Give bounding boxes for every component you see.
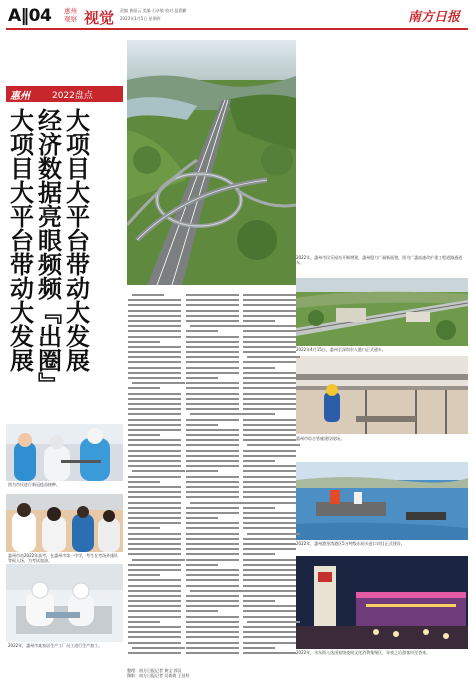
text-line <box>243 491 296 493</box>
text-line <box>128 585 181 587</box>
text-line <box>132 470 185 472</box>
text-line <box>186 299 239 301</box>
text-line <box>186 647 239 649</box>
text-line <box>186 398 239 400</box>
text-line <box>128 367 181 369</box>
text-line <box>186 652 239 654</box>
text-line <box>186 522 239 524</box>
photo-factory <box>6 564 123 642</box>
photo-port-terminal <box>296 462 468 540</box>
text-line <box>128 424 181 426</box>
text-line <box>186 382 239 384</box>
text-line <box>186 403 239 405</box>
text-line <box>132 559 185 561</box>
caption-port-terminal: 2022年，惠州港荃湾港区5万吨级东码头进口项目正式建设。 <box>296 541 405 546</box>
text-line <box>243 502 296 504</box>
text-line <box>186 610 218 612</box>
text-line <box>243 569 296 571</box>
editor-credits: 责编 黄丽云 美编 石卓敏 校对 温恩麒 <box>120 8 187 13</box>
text-line <box>243 574 296 576</box>
text-line <box>243 517 296 519</box>
text-line <box>186 636 239 638</box>
text-line <box>186 527 239 529</box>
text-line <box>128 439 181 441</box>
text-line <box>186 341 239 343</box>
photo-exam <box>6 494 123 552</box>
text-line <box>243 610 296 612</box>
text-line <box>243 387 296 389</box>
text-line <box>243 543 296 545</box>
text-line <box>243 538 296 540</box>
text-line <box>243 382 296 384</box>
text-line <box>128 491 181 493</box>
text-line <box>186 367 239 369</box>
text-line <box>186 356 239 358</box>
text-line <box>243 553 275 555</box>
text-line <box>186 564 218 566</box>
text-line <box>247 621 300 623</box>
photo-utility-tunnel <box>296 356 468 434</box>
photo-vaccination <box>6 424 123 481</box>
text-line <box>186 507 239 509</box>
text-line <box>190 590 243 592</box>
text-line <box>243 325 296 327</box>
text-line <box>186 346 239 348</box>
issue-date: 2023年1月5日 星期四 <box>120 16 161 21</box>
text-line <box>186 450 239 452</box>
text-line <box>243 559 296 561</box>
text-line <box>243 507 275 509</box>
text-line <box>186 496 239 498</box>
text-line <box>243 460 275 462</box>
text-line <box>128 403 181 405</box>
text-line <box>243 450 296 452</box>
caption-utility-tunnel: 惠州市综合管廊建设现场。 <box>296 436 344 441</box>
text-line <box>132 382 185 384</box>
text-line <box>243 320 275 322</box>
text-line <box>128 496 181 498</box>
text-line <box>243 590 296 592</box>
headline-text-1: 大项目大平台带动大发展 <box>5 108 35 372</box>
text-line <box>186 553 239 555</box>
text-line <box>186 616 239 618</box>
text-line <box>243 330 296 332</box>
text-line <box>128 579 181 581</box>
text-line <box>128 419 181 421</box>
text-line <box>243 377 296 379</box>
body-text-column-2 <box>186 294 239 657</box>
text-line <box>128 610 181 612</box>
text-line <box>128 522 181 524</box>
text-line <box>190 325 243 327</box>
text-line <box>247 444 300 446</box>
text-line <box>243 512 296 514</box>
text-line <box>186 424 218 426</box>
byline-photographers: 摄影：南方日报记者 吴倩倩 王昌科 <box>127 673 190 678</box>
text-line <box>132 294 164 296</box>
text-line <box>247 533 300 535</box>
text-line <box>128 444 181 446</box>
main-photo-highway-interchange <box>127 40 296 285</box>
headline-line-2: 经济数据亮眼频频『出圈』 <box>33 108 63 396</box>
text-line <box>186 294 239 296</box>
text-line <box>247 356 300 358</box>
text-line <box>243 548 296 550</box>
text-line <box>243 595 296 597</box>
text-line <box>186 336 239 338</box>
text-line <box>186 377 218 379</box>
text-line <box>186 512 239 514</box>
text-line <box>186 600 239 602</box>
text-line <box>186 320 239 322</box>
headline-line-1-text: 大项目大平台带动大发展 <box>61 108 91 372</box>
text-line <box>243 434 296 436</box>
text-line <box>186 476 239 478</box>
body-text-column-3 <box>243 294 296 657</box>
text-line <box>243 372 296 374</box>
series-label-bar <box>6 86 123 102</box>
text-line <box>128 429 181 431</box>
text-line <box>128 605 181 607</box>
text-line <box>243 564 296 566</box>
text-line <box>128 517 181 519</box>
text-line <box>186 605 239 607</box>
text-line <box>243 481 296 483</box>
text-line <box>128 299 181 301</box>
caption-vaccination: 图为市民进行新冠疫苗接种。 <box>8 482 60 487</box>
section-label-small: 惠州观察 <box>64 7 77 23</box>
text-line <box>243 341 296 343</box>
text-line <box>243 439 296 441</box>
text-line <box>128 398 181 400</box>
text-line <box>128 616 181 618</box>
text-line <box>128 310 181 312</box>
text-line <box>128 527 160 529</box>
text-line <box>186 434 239 436</box>
text-line <box>128 512 181 514</box>
text-line <box>128 626 181 628</box>
text-line <box>186 642 239 644</box>
text-line <box>128 548 181 550</box>
text-line <box>186 315 239 317</box>
text-line <box>243 315 296 317</box>
text-line <box>186 517 218 519</box>
newspaper-masthead: 南方日报 <box>407 10 460 25</box>
text-line <box>243 465 296 467</box>
caption-rail-line: 2022年4月15日，惠州至深圳东入港口正式通车。 <box>296 347 386 352</box>
text-line <box>186 543 239 545</box>
text-line <box>186 310 239 312</box>
text-line <box>186 569 239 571</box>
text-line <box>186 486 239 488</box>
text-line <box>243 413 275 415</box>
text-line <box>186 439 239 441</box>
text-line <box>186 595 239 597</box>
text-line <box>128 413 181 415</box>
text-line <box>186 408 239 410</box>
text-line <box>128 434 160 436</box>
page-header <box>6 4 468 30</box>
text-line <box>128 502 181 504</box>
text-line <box>128 600 181 602</box>
text-line <box>186 330 218 332</box>
text-line <box>128 393 181 395</box>
text-line <box>128 507 181 509</box>
text-line <box>243 486 296 488</box>
text-line <box>128 564 181 566</box>
text-line <box>186 621 239 623</box>
text-line <box>243 605 296 607</box>
text-line <box>243 408 296 410</box>
text-line <box>186 419 239 421</box>
caption-night-market: 2022年，水东街入选国家级夜间文化消费集聚区，年夜之后游客纷至沓来。 <box>296 650 431 655</box>
section-label: 视觉 <box>84 9 115 27</box>
text-line <box>186 455 239 457</box>
text-line <box>243 631 296 633</box>
text-line <box>128 346 181 348</box>
text-line <box>128 372 181 374</box>
text-line <box>128 476 181 478</box>
text-line <box>243 647 275 649</box>
text-line <box>243 616 296 618</box>
text-line <box>186 351 239 353</box>
text-line <box>128 652 181 654</box>
text-line <box>190 413 243 415</box>
text-line <box>186 626 239 628</box>
text-line <box>243 304 296 306</box>
series-tag: 2022盘点 <box>52 91 93 101</box>
city-logo: 惠州 <box>10 91 30 102</box>
text-line <box>128 460 181 462</box>
text-line <box>243 336 296 338</box>
text-line <box>186 460 239 462</box>
text-line <box>128 325 181 327</box>
text-line <box>243 403 296 405</box>
text-line <box>128 642 181 644</box>
text-line <box>128 621 160 623</box>
text-line <box>243 626 296 628</box>
text-line <box>128 569 181 571</box>
text-line <box>243 496 296 498</box>
text-line <box>128 533 181 535</box>
text-line <box>186 574 239 576</box>
text-line <box>128 336 181 338</box>
text-line <box>132 647 185 649</box>
text-line <box>243 367 275 369</box>
text-line <box>243 455 296 457</box>
text-line <box>186 372 239 374</box>
text-line <box>128 574 160 576</box>
body-text-column-1 <box>128 294 181 657</box>
text-line <box>128 341 160 343</box>
text-line <box>128 590 181 592</box>
text-line <box>186 579 239 581</box>
text-line <box>128 356 181 358</box>
text-line <box>128 330 181 332</box>
text-line <box>128 481 160 483</box>
photo-rail-line <box>296 278 468 346</box>
text-line <box>243 527 296 529</box>
text-line <box>186 429 239 431</box>
text-line <box>186 533 239 535</box>
text-line <box>186 465 239 467</box>
text-line <box>243 429 296 431</box>
text-line <box>128 408 181 410</box>
text-line <box>186 585 239 587</box>
text-line <box>128 361 181 363</box>
caption-factory: 2022年，惠州市某家居生产工厂员工进行生产加工。 <box>8 643 103 648</box>
text-line <box>186 559 239 561</box>
text-line <box>243 294 296 296</box>
byline-editors: 整理：南方日报记者 黄宝 郭汉 <box>127 668 182 673</box>
text-line <box>186 470 218 472</box>
text-line <box>243 351 296 353</box>
text-line <box>128 631 181 633</box>
text-line <box>243 522 296 524</box>
text-line <box>243 652 296 654</box>
page-number: A‖04 <box>8 6 52 26</box>
text-line <box>243 642 296 644</box>
text-line <box>186 548 239 550</box>
text-line <box>186 361 239 363</box>
caption-main-photo: 2022年，惠州市民乐屋站开断增建，惠州稳力广福新面貌，图为广惠高速改扩建工程道路通道车。 <box>296 255 463 265</box>
text-line <box>128 455 181 457</box>
text-line <box>243 361 296 363</box>
text-line <box>128 636 181 638</box>
text-line <box>243 579 296 581</box>
text-line <box>128 595 181 597</box>
text-line <box>243 470 296 472</box>
text-line <box>186 491 239 493</box>
text-line <box>243 393 296 395</box>
text-line <box>243 310 296 312</box>
text-line <box>128 304 181 306</box>
text-line <box>243 476 296 478</box>
text-line <box>186 538 239 540</box>
text-line <box>128 351 181 353</box>
text-line <box>128 538 181 540</box>
text-line <box>128 465 181 467</box>
text-line <box>243 299 296 301</box>
text-line <box>243 419 296 421</box>
text-line <box>186 444 239 446</box>
text-line <box>243 424 296 426</box>
text-line <box>243 346 296 348</box>
byline <box>127 668 295 678</box>
text-line <box>243 398 296 400</box>
text-line <box>128 387 160 389</box>
caption-exam: 惠州市站2022年高考，在惠州市第一中学，考生在考场外排队等候入场，为考试加油。 <box>8 553 119 563</box>
text-line <box>128 543 181 545</box>
text-line <box>186 393 239 395</box>
text-line <box>243 636 296 638</box>
photo-night-market <box>296 556 468 649</box>
text-line <box>128 450 181 452</box>
text-line <box>128 315 181 317</box>
text-line <box>128 486 181 488</box>
text-line <box>186 304 239 306</box>
text-line <box>190 502 243 504</box>
text-line <box>243 585 296 587</box>
text-line <box>128 377 181 379</box>
text-line <box>186 631 239 633</box>
text-line <box>128 320 181 322</box>
text-line <box>186 387 239 389</box>
text-line <box>128 553 181 555</box>
text-line <box>243 600 275 602</box>
text-line <box>186 481 239 483</box>
